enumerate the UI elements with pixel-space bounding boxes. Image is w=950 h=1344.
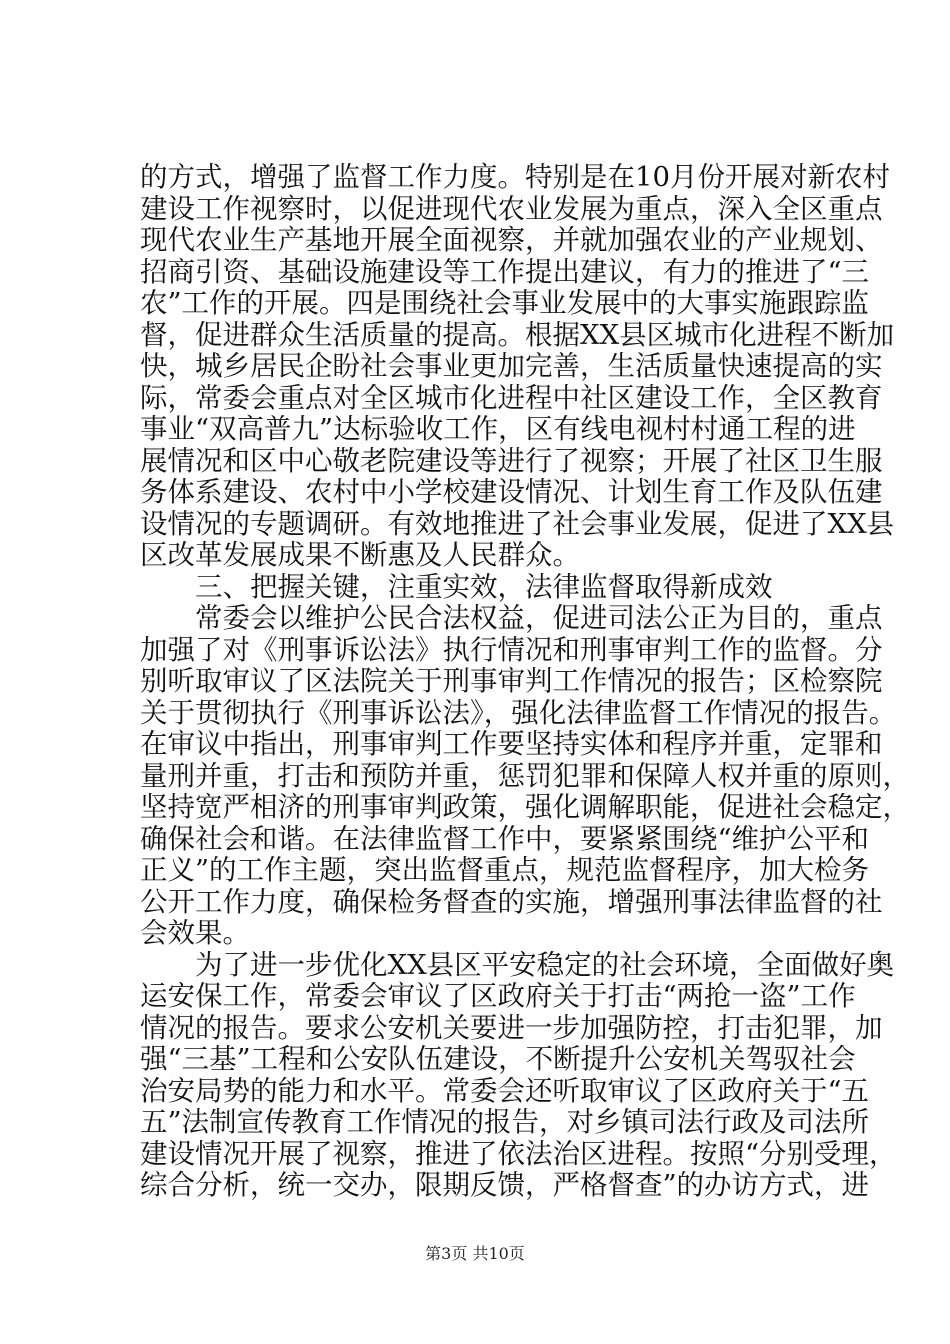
text-line: 量刑并重，打击和预防并重，惩罚犯罪和保障人权并重的原则，: [140, 759, 910, 792]
text-line: 常委会以维护公民合法权益，促进司法公正为目的，重点: [195, 602, 883, 634]
text-line: 别听取审议了区法院关于刑事审判工作情况的报告；区检察院: [140, 665, 883, 697]
text-line: 会效果。: [140, 917, 250, 949]
text-line: 务体系建设、农村中小学校建设情况、计划生育工作及队伍建: [140, 476, 883, 508]
text-line: 强“三基”工程和公安队伍建设，不断提升公安机关驾驭社会: [140, 1043, 856, 1075]
text-line: 建设工作视察时，以促进现代农业发展为重点，深入全区重点: [140, 192, 883, 225]
text-line: 区改革发展成果不断惠及人民群众。: [140, 539, 580, 571]
text-line: 建设情况开展了视察，推进了依法治区进程。按照“分别受理，: [140, 1137, 897, 1170]
text-line: 农”工作的开展。四是围绕社会事业发展中的大事实施跟踪监: [140, 287, 870, 319]
text-line: 正义”的工作主题，突出监督重点，规范监督程序，加大检务: [140, 854, 870, 886]
text-line: 公开工作力度，确保检务督查的实施，增强刑事法律监督的社: [140, 885, 883, 918]
text-line: 为了进一步优化XX县区平安稳定的社会环境，全面做好奥: [195, 948, 895, 981]
text-line: 治安局势的能力和水平。常委会还听取审议了区政府关于“五: [140, 1074, 870, 1107]
text-line: 的方式，增强了监督工作力度。特别是在10月份开展对新农村: [140, 161, 890, 193]
text-line: 快，城乡居民企盼社会事业更加完善，生活质量快速提高的实: [140, 350, 883, 382]
body-text: [140, 161, 910, 1202]
text-line: 关于贯彻执行《刑事诉讼法》，强化法律监督工作情况的报告。: [140, 696, 897, 729]
text-line: 确保社会和谐。在法律监督工作中，要紧紧围绕“维护公平和: [140, 822, 870, 855]
page-number-footer: 第3页 共10页: [425, 1244, 525, 1263]
text-line: 招商引资、基础设施建设等工作提出建议，有力的推进了“三: [140, 255, 870, 288]
text-line: 坚持宽严相济的刑事审判政策，强化调解职能，促进社会稳定，: [140, 791, 910, 823]
text-line: 综合分析，统一交办，限期反馈，严格督查”的办访方式，进: [140, 1169, 870, 1201]
text-line: 加强了对《刑事诉讼法》执行情况和刑事审判工作的监督。分: [140, 633, 883, 666]
text-line: 设情况的专题调研。有效地推进了社会事业发展，促进了XX县: [140, 507, 895, 540]
text-line: 在审议中指出，刑事审判工作要坚持实体和程序并重，定罪和: [140, 728, 883, 760]
text-line: 现代农业生产基地开展全面视察，并就加强农业的产业规划、: [140, 224, 883, 256]
text-line: 展情况和区中心敬老院建设等进行了视察；开展了社区卫生服: [140, 444, 883, 477]
text-line: 事业“双高普九”达标验收工作，区有线电视村村通工程的进: [140, 413, 856, 445]
text-line: 情况的报告。要求公安机关要进一步加强防控，打击犯罪，加: [140, 1011, 883, 1044]
text-line: 运安保工作，常委会审议了区政府关于打击“两抢一盗”工作: [140, 980, 856, 1012]
text-line: 五”法制宣传教育工作情况的报告，对乡镇司法行政及司法所: [140, 1106, 870, 1138]
section-heading: 三、把握关键，注重实效，法律监督取得新成效: [195, 570, 773, 603]
text-line: 际，常委会重点对全区城市化进程中社区建设工作，全区教育: [140, 381, 883, 414]
text-line: 督，促进群众生活质量的提高。根据XX县区城市化进程不断加: [140, 318, 895, 351]
